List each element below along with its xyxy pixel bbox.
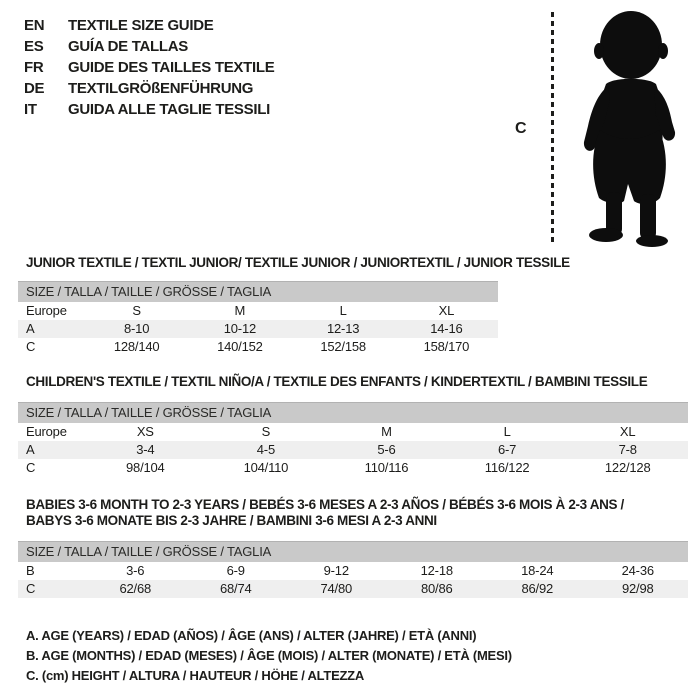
height-measure-label: C — [515, 120, 527, 137]
language-code: DE — [24, 80, 45, 97]
size-cell: 122/128 — [604, 460, 651, 475]
language-header — [24, 15, 274, 120]
footnote-b: B. AGE (MONTHS) / EDAD (MESES) / ÂGE (MOIS) / ALTER (MONATE) / ETÀ (MESI) — [26, 648, 512, 663]
size-cell: 12-18 — [420, 563, 453, 578]
table-row-height — [18, 338, 498, 356]
footnote-a: A. AGE (YEARS) / EDAD (AÑOS) / ÂGE (ANS) / ALTER (JAHRE) / ETÀ (ANNI) — [26, 628, 477, 643]
junior-textile-section — [18, 255, 570, 356]
size-cell: 158/170 — [423, 339, 470, 354]
table-title-line2: BABYS 3-6 MONATE BIS 2-3 JAHRE / BAMBINI 3-6 MESI A 2-3 ANNI — [26, 513, 437, 528]
size-cell: 9-12 — [323, 563, 349, 578]
row-label: C — [26, 581, 36, 596]
row-label: C — [26, 460, 36, 475]
size-cell: 92/98 — [621, 581, 654, 596]
height-measure-dashed-line — [551, 12, 554, 245]
language-code: EN — [24, 17, 45, 34]
babies-textile-section — [18, 497, 688, 598]
size-cell: 3-4 — [136, 442, 155, 457]
language-code: IT — [24, 101, 37, 118]
column-header: L — [503, 424, 511, 439]
size-cell: 6-7 — [497, 442, 517, 457]
row-label: C — [26, 339, 36, 354]
size-cell: 10-12 — [223, 321, 256, 336]
footnote-c: C. (cm) HEIGHT / ALTURA / HAUTEUR / HÖHE / ALTEZZA — [26, 668, 365, 683]
size-cell: 8-10 — [124, 321, 150, 336]
table-row-age-months — [18, 562, 688, 580]
size-cell: 128/140 — [113, 339, 160, 354]
size-cell: 98/104 — [126, 460, 165, 475]
size-cell: 14-16 — [430, 321, 463, 336]
footnotes — [26, 626, 512, 686]
size-cell: 152/158 — [320, 339, 366, 354]
size-cell: 140/152 — [217, 339, 263, 354]
toddler-silhouette-icon — [564, 8, 696, 248]
language-row-en — [24, 15, 274, 36]
language-row-it — [24, 99, 274, 120]
size-cell: 4-5 — [256, 442, 275, 457]
row-label: A — [26, 442, 35, 457]
table-row-height — [18, 580, 688, 598]
row-label: A — [26, 321, 35, 336]
language-code: ES — [24, 38, 44, 55]
size-header-bar: SIZE / TALLA / TAILLE / GRÖSSE / TAGLIA — [18, 541, 688, 562]
language-label: TEXTILE SIZE GUIDE — [68, 17, 214, 34]
language-label: GUÍA DE TALLAS — [68, 38, 188, 55]
size-cell: 74/80 — [320, 581, 353, 596]
language-label: GUIDA ALLE TAGLIE TESSILI — [68, 101, 270, 118]
language-row-es — [24, 36, 274, 57]
column-header: M — [381, 424, 392, 439]
childrens-textile-section — [18, 374, 688, 477]
size-cell: 68/74 — [219, 581, 252, 596]
table-title: JUNIOR TEXTILE / TEXTIL JUNIOR/ TEXTILE JUNIOR / JUNIORTEXTIL / JUNIOR TESSILE — [26, 255, 570, 270]
table-row-age — [18, 320, 498, 338]
size-cell: 5-6 — [377, 442, 396, 457]
size-header-bar: SIZE / TALLA / TAILLE / GRÖSSE / TAGLIA — [18, 281, 498, 302]
column-header: XS — [136, 424, 154, 439]
column-header: S — [261, 424, 271, 439]
row-label: Europe — [26, 303, 67, 318]
column-header: M — [234, 303, 246, 318]
size-cell: 104/110 — [243, 460, 289, 475]
size-cell: 3-6 — [126, 563, 145, 578]
language-row-fr — [24, 57, 274, 78]
language-code: FR — [24, 59, 44, 76]
size-cell: 24-36 — [621, 563, 654, 578]
row-label: Europe — [26, 424, 67, 439]
size-cell: 62/68 — [119, 581, 152, 596]
size-cell: 12-13 — [327, 321, 360, 336]
column-header: S — [132, 303, 141, 318]
table-row-age — [18, 441, 688, 459]
column-header-row — [18, 423, 688, 441]
column-header: XL — [619, 424, 636, 439]
language-label: GUIDE DES TAILLES TEXTILE — [68, 59, 275, 76]
column-header: L — [339, 303, 347, 318]
size-cell: 6-9 — [226, 563, 245, 578]
table-title: CHILDREN'S TEXTILE / TEXTIL NIÑO/A / TEXTILE DES ENFANTS / KINDERTEXTIL / BAMBINI TESSILE — [26, 374, 648, 389]
column-header: XL — [438, 303, 455, 318]
size-cell: 18-24 — [521, 563, 554, 578]
size-cell: 116/122 — [484, 460, 530, 475]
language-label: TEXTILGRÖßENFÜHRUNG — [68, 80, 254, 97]
row-label: B — [26, 563, 35, 578]
column-header-row — [18, 302, 498, 320]
table-row-height — [18, 459, 688, 477]
size-cell: 110/116 — [364, 460, 409, 475]
size-header-bar: SIZE / TALLA / TAILLE / GRÖSSE / TAGLIA — [18, 402, 688, 423]
language-row-de — [24, 78, 274, 99]
size-cell: 80/86 — [420, 581, 453, 596]
size-cell: 7-8 — [618, 442, 637, 457]
size-cell: 86/92 — [521, 581, 554, 596]
table-title-line1: BABIES 3-6 MONTH TO 2-3 YEARS / BEBÉS 3-6 MESES A 2-3 AÑOS / BÉBÉS 3-6 MOIS À 2-3 ANS / — [26, 497, 624, 512]
